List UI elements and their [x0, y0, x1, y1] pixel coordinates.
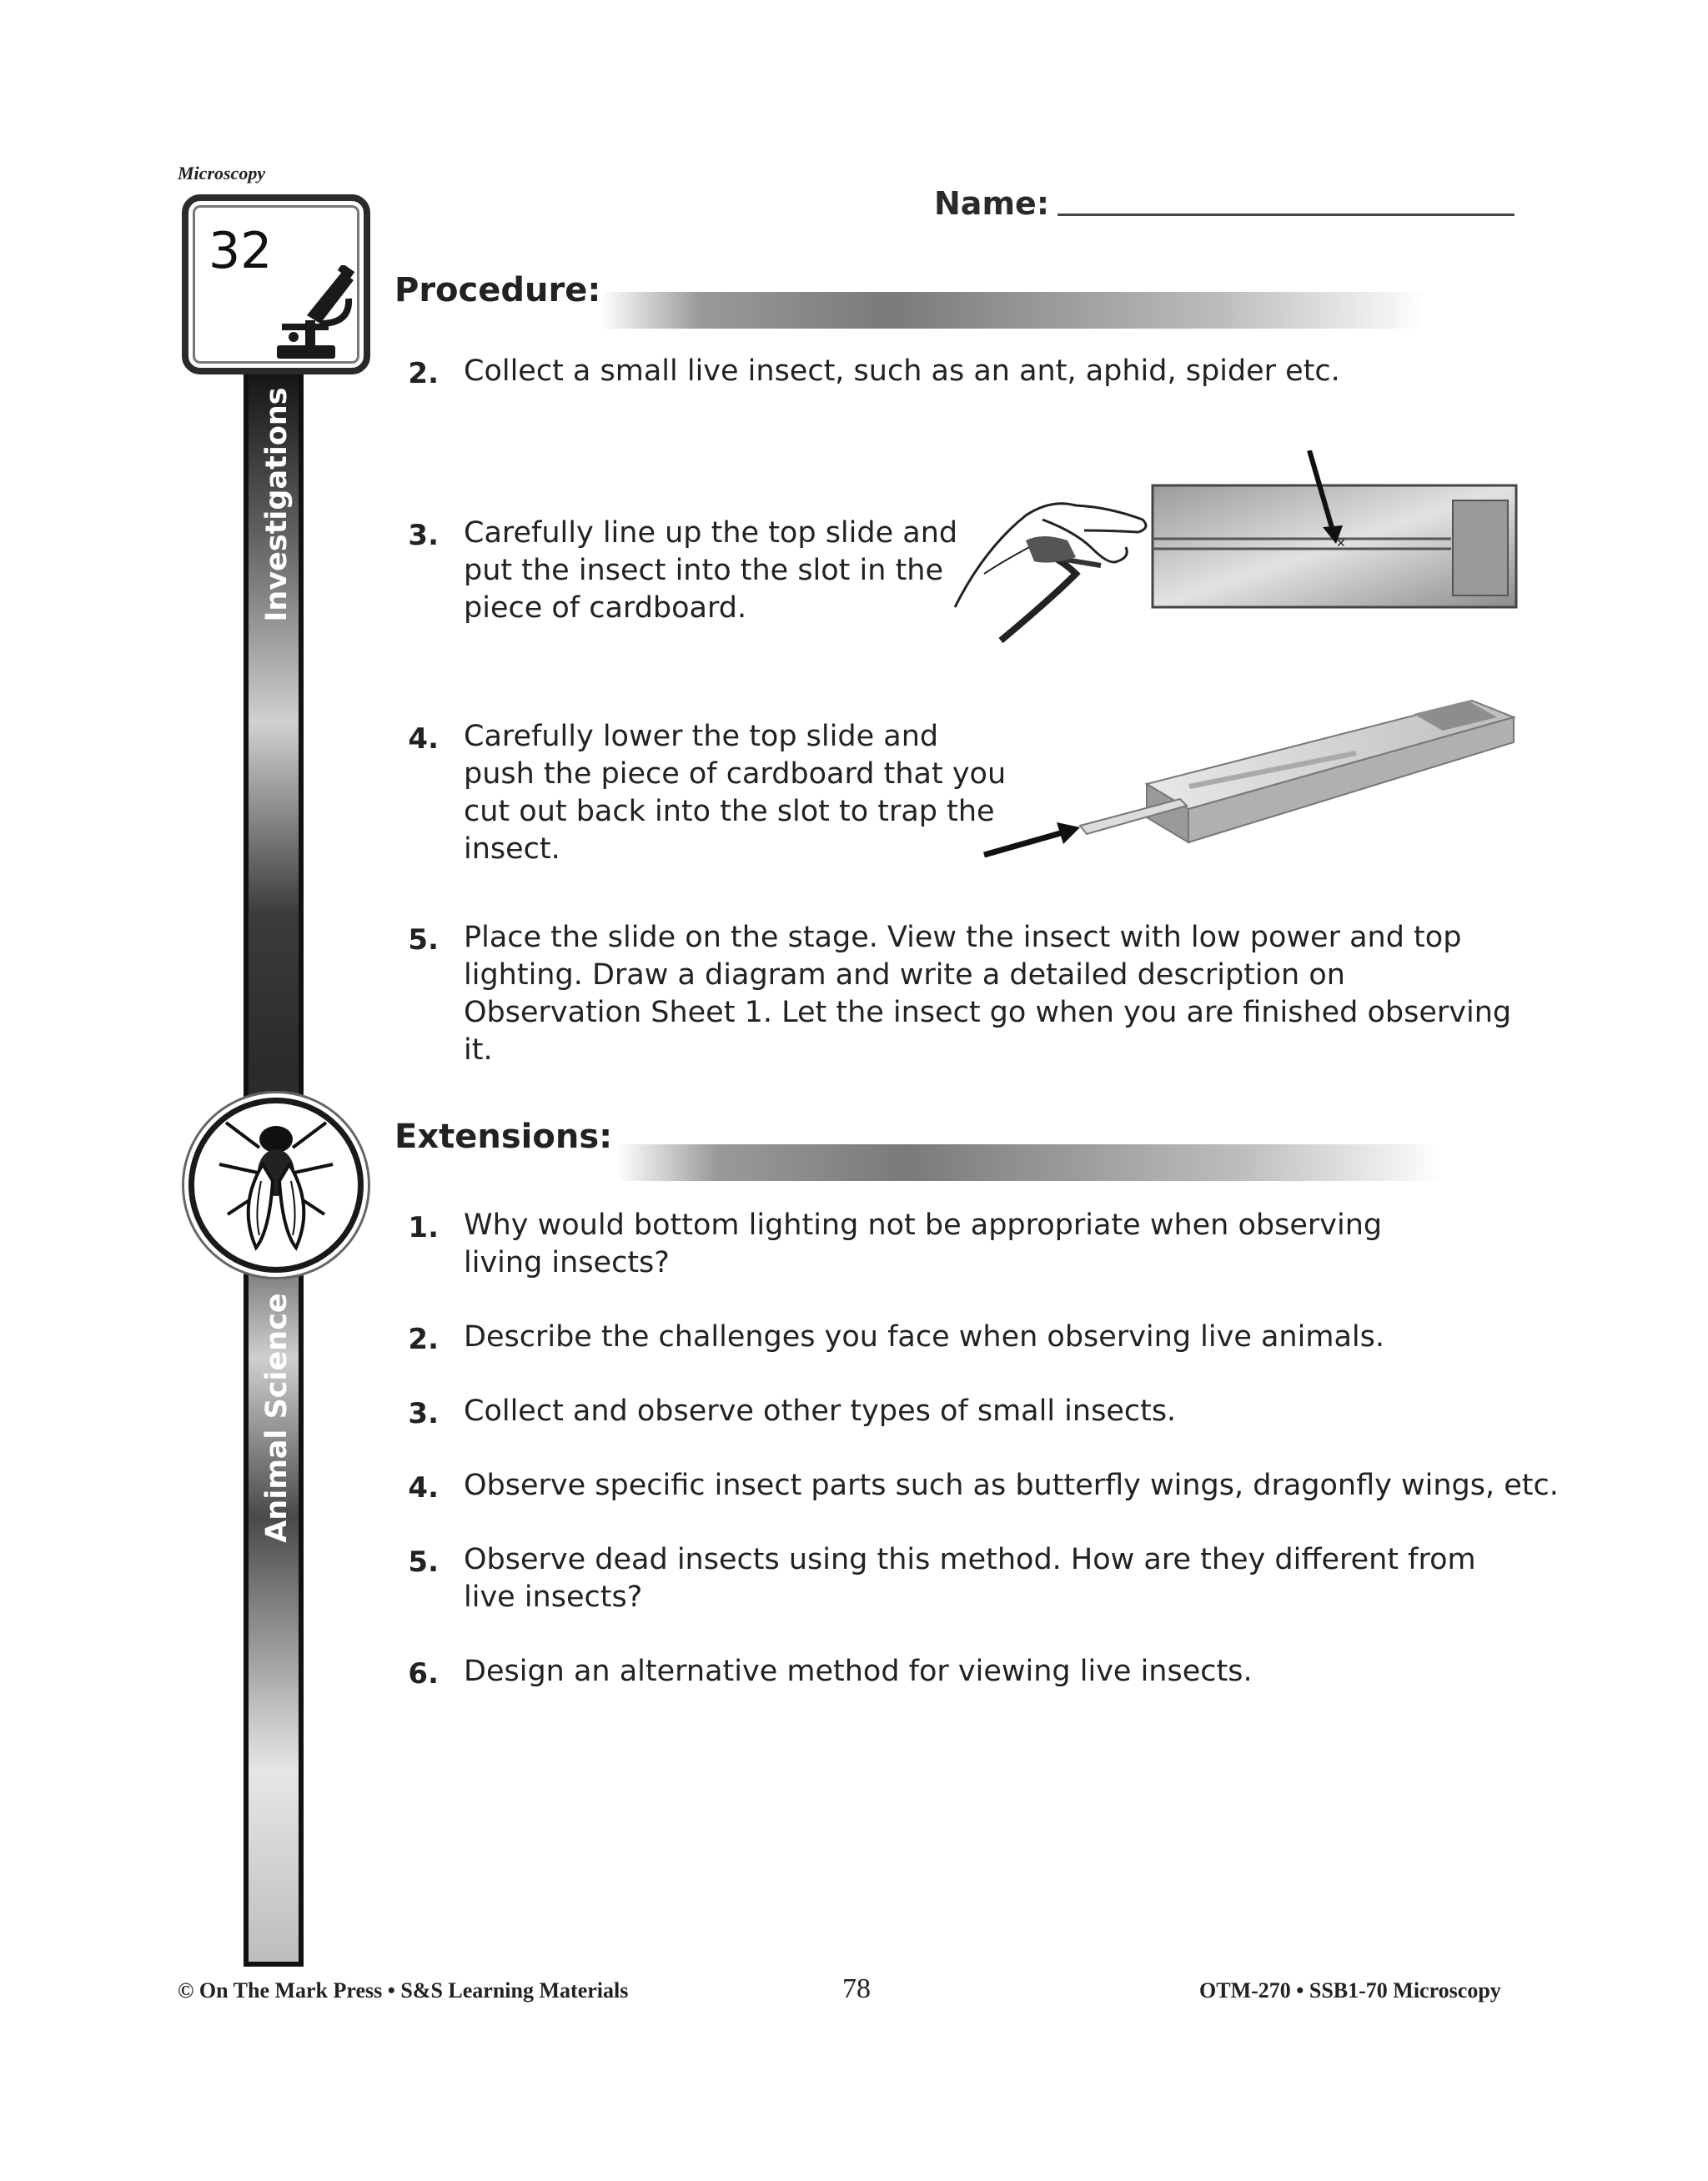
slide-top-view-illustration	[1151, 450, 1518, 609]
procedure-header-bar	[600, 292, 1426, 329]
extension-item-text: Collect and observe other types of small insects.	[464, 1395, 1177, 1428]
procedure-step-text: Collect a small live insect, such as an ant, aphid, spider etc.	[464, 354, 1340, 388]
footer-catalog: OTM-270 • SSB1-70 Microscopy	[1199, 1978, 1501, 2003]
svg-text:✕: ✕	[1336, 537, 1346, 550]
fly-icon	[209, 1114, 343, 1256]
sidebar-label-investigations: Investigations	[260, 387, 294, 622]
procedure-step-number: 2.	[408, 357, 439, 390]
subject-label: Microscopy	[178, 163, 266, 183]
hand-tweezers-illustration	[951, 482, 1159, 649]
extension-item-number: 2.	[408, 1323, 439, 1356]
procedure-title: Procedure:	[394, 271, 601, 309]
extension-item-text: Design an alternative method for viewing live insects.	[464, 1655, 1253, 1688]
extension-item-number: 6.	[408, 1657, 439, 1691]
name-field-line[interactable]	[1057, 214, 1515, 216]
slide-3d-illustration	[980, 692, 1522, 867]
procedure-step-number: 3.	[408, 519, 439, 552]
procedure-step-number: 5.	[408, 923, 439, 957]
procedure-step-text: Carefully lower the top slide and push the piece of cardboard that you cut out back into the slot to trap the insect.	[464, 720, 1007, 866]
lesson-number: 32	[208, 222, 273, 280]
sidebar-label-animal-science: Animal Science	[260, 1293, 294, 1543]
extension-item-text: Observe specific insect parts such as butterfly wings, dragonfly wings, etc.	[464, 1469, 1559, 1502]
name-label: Name:	[934, 185, 1050, 222]
extension-item-number: 3.	[408, 1397, 439, 1430]
extensions-header-bar	[617, 1144, 1443, 1181]
procedure-step-text: Carefully line up the top slide and put the insect into the slot in the piece of cardboard.	[464, 516, 958, 625]
extensions-title: Extensions:	[394, 1118, 613, 1156]
footer-publisher: © On The Mark Press • S&S Learning Materials	[178, 1978, 629, 2003]
procedure-step-number: 4.	[408, 722, 439, 756]
extension-item-number: 4.	[408, 1471, 439, 1505]
extension-item-text: Why would bottom lighting not be appropriate when observing living insects?	[464, 1209, 1383, 1279]
extension-item-number: 1.	[408, 1211, 439, 1244]
page-number: 78	[842, 1973, 871, 2004]
procedure-step-text: Place the slide on the stage. View the insect with low power and top lighting. Draw a diagram and write a detailed description on Observation Sheet 1. Let the insect go when you are finished observing it.	[464, 921, 1512, 1067]
extension-item-number: 5.	[408, 1545, 439, 1579]
microscope-icon	[269, 265, 360, 364]
extension-item-text: Observe dead insects using this method. How are they different from live insects?	[464, 1543, 1476, 1614]
extension-item-text: Describe the challenges you face when observing live animals.	[464, 1320, 1384, 1354]
